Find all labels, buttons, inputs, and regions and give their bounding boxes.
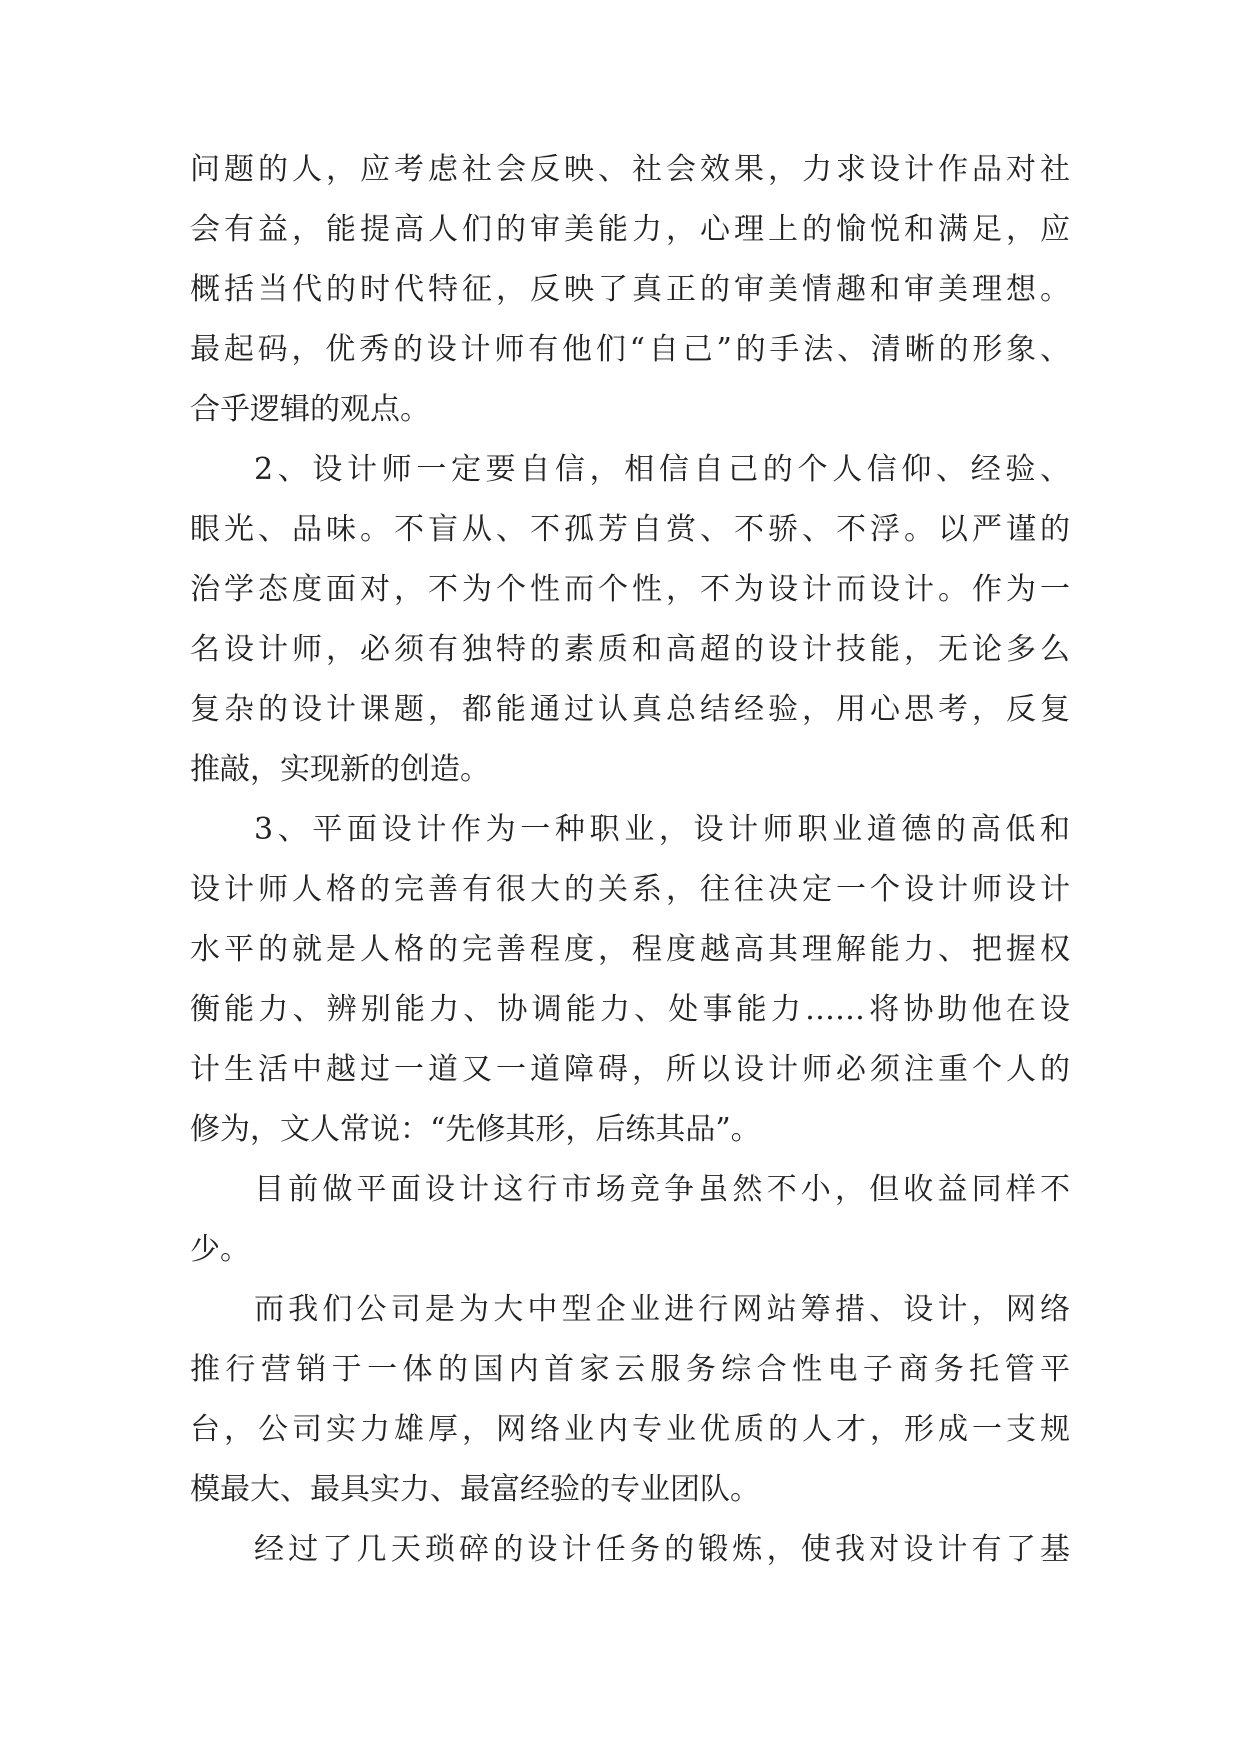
text-line: 复杂的设计课题，都能通过认真总结经验，用心思考，反复 [190,692,1070,727]
text-line: 最起码，优秀的设计师有他们“自己”的手法、清晰的形象、 [190,332,1070,367]
text-line: 少。 [190,1232,250,1267]
text-line: 眼光、品味。不盲从、不孤芳自赏、不骄、不浮。以严谨的 [190,512,1070,547]
text-line: 会有益，能提高人们的审美能力，心理上的愉悦和满足，应 [190,212,1070,247]
text-line: 台，公司实力雄厚，网络业内专业优质的人才，形成一支规 [190,1412,1070,1447]
text-line: 经过了几天琐碎的设计任务的锻炼，使我对设计有了基 [254,1532,1070,1567]
text-line: 治学态度面对，不为个性而个性，不为设计而设计。作为一 [190,572,1070,607]
text-line: 名设计师，必须有独特的素质和高超的设计技能，无论多么 [190,632,1070,667]
text-line: 合乎逻辑的观点。 [190,392,430,427]
text-line: 计生活中越过一道又一道障碍，所以设计师必须注重个人的 [190,1052,1070,1087]
text-line: 修为，文人常说：“先修其形，后练其品”。 [190,1112,761,1147]
text-line: 衡能力、辨别能力、协调能力、处事能力……将协助他在设 [190,992,1070,1027]
text-line: 问题的人，应考虑社会反映、社会效果，力求设计作品对社 [190,152,1070,187]
text-line: 推行营销于一体的国内首家云服务综合性电子商务托管平 [190,1352,1070,1387]
text-line: 而我们公司是为大中型企业进行网站筹措、设计，网络 [254,1292,1070,1327]
text-line: 模最大、最具实力、最富经验的专业团队。 [190,1472,760,1507]
text-line: 目前做平面设计这行市场竞争虽然不小，但收益同样不 [254,1172,1070,1207]
text-line: 水平的就是人格的完善程度，程度越高其理解能力、把握权 [190,932,1070,967]
text-line: 3、平面设计作为一种职业，设计师职业道德的高低和 [254,812,1070,847]
text-line: 概括当代的时代特征，反映了真正的审美情趣和审美理想。 [190,272,1070,307]
text-line: 推敲，实现新的创造。 [190,752,490,787]
text-line: 2、设计师一定要自信，相信自己的个人信仰、经验、 [254,452,1070,487]
text-line: 设计师人格的完善有很大的关系，往往决定一个设计师设计 [190,872,1070,907]
